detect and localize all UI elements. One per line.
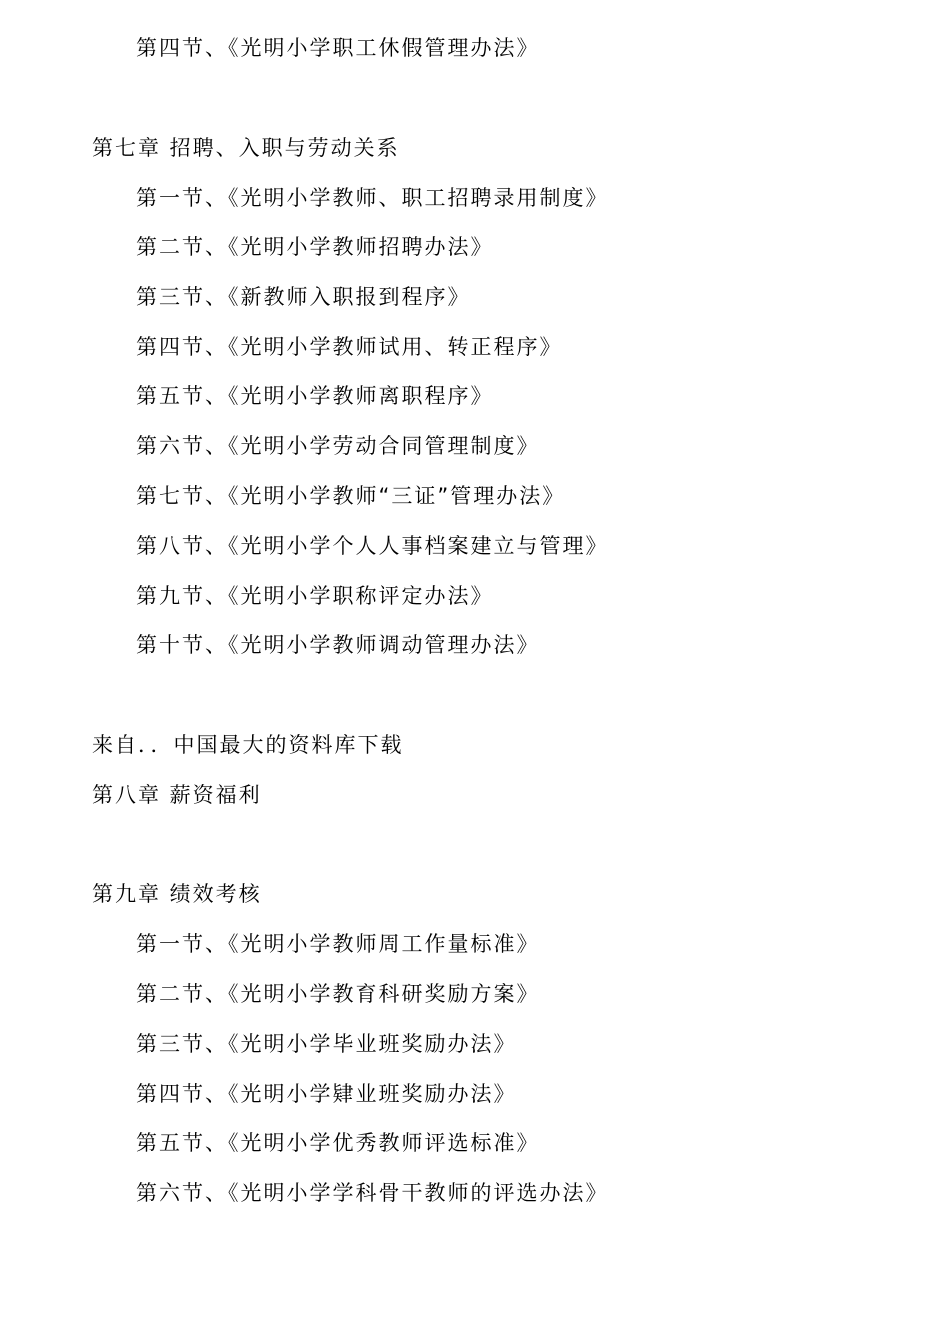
- source-note: 来自．．中国最大的资料库下载: [92, 733, 404, 757]
- section-heading: 第四节、《光明小学肄业班奖励办法》: [136, 1082, 517, 1106]
- section-heading: 第一节、《光明小学教师、职工招聘录用制度》: [136, 186, 609, 210]
- section-heading: 第三节、《新教师入职报到程序》: [136, 285, 471, 309]
- section-heading: 第三节、《光明小学毕业班奖励办法》: [136, 1032, 517, 1056]
- section-heading: 第六节、《光明小学学科骨干教师的评选办法》: [136, 1181, 609, 1205]
- section-heading: 第六节、《光明小学劳动合同管理制度》: [136, 434, 540, 458]
- section-heading: 第九节、《光明小学职称评定办法》: [136, 584, 494, 608]
- chapter-heading: 第七章 招聘、入职与劳动关系: [92, 136, 400, 160]
- chapter-heading: 第九章 绩效考核: [92, 882, 262, 906]
- section-heading: 第八节、《光明小学个人人事档案建立与管理》: [136, 534, 609, 558]
- section-heading: 第七节、《光明小学教师“三证”管理办法》: [136, 484, 566, 508]
- chapter-heading: 第八章 薪资福利: [92, 783, 262, 807]
- section-heading: 第一节、《光明小学教师周工作量标准》: [136, 932, 540, 956]
- section-heading: 第十节、《光明小学教师调动管理办法》: [136, 633, 540, 657]
- section-heading: 第四节、《光明小学教师试用、转正程序》: [136, 335, 563, 359]
- section-heading: 第五节、《光明小学优秀教师评选标准》: [136, 1131, 540, 1155]
- section-heading: 第二节、《光明小学教师招聘办法》: [136, 235, 494, 259]
- section-heading: 第二节、《光明小学教育科研奖励方案》: [136, 982, 540, 1006]
- section-heading: 第四节、《光明小学职工休假管理办法》: [136, 36, 540, 60]
- section-heading: 第五节、《光明小学教师离职程序》: [136, 384, 494, 408]
